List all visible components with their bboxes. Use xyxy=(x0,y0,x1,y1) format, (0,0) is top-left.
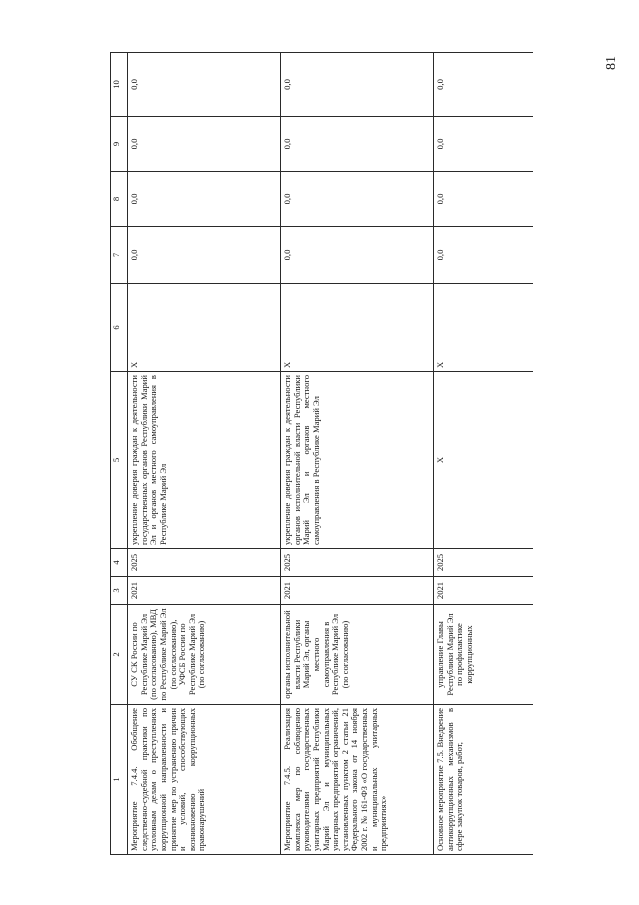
header-cell: 5 xyxy=(111,372,128,549)
rotated-table-page xyxy=(110,53,610,855)
start-year-cell: 2021 xyxy=(281,577,434,605)
col8-cell: 0,0 xyxy=(434,172,534,227)
header-cell: 3 xyxy=(111,577,128,605)
header-cell: 1 xyxy=(111,705,128,855)
col8-cell: 0,0 xyxy=(128,172,281,227)
result-cell: укрепление доверия граждан к деятельности государственных органов Республики Марий Эл и органов местного самоуправления в Республике Марий Эл xyxy=(128,372,281,549)
table-header-row xyxy=(111,53,128,855)
program-activities-table xyxy=(110,52,533,855)
header-cell: 6 xyxy=(111,284,128,372)
start-year-cell: 2021 xyxy=(128,577,281,605)
header-cell: 4 xyxy=(111,549,128,577)
result-cell: X xyxy=(434,372,534,549)
header-cell: 2 xyxy=(111,605,128,705)
result-cell: укрепление доверия граждан к деятельности органов исполнительной власти Республики Марий Эл и органов местного самоуправления в Республике Марий Эл xyxy=(281,372,434,549)
activity-cell: Основное мероприятие 7.5. Внедрение антикоррупционных механизмов в сфере закупок товаров, работ, xyxy=(434,705,534,855)
col8-cell: 0,0 xyxy=(281,172,434,227)
table-row xyxy=(434,53,534,855)
col9-cell: 0,0 xyxy=(281,117,434,172)
executor-cell: органы исполнительной власти Республики Марий Эл, органы местного самоуправления в Республике Марий Эл (по согласованию) xyxy=(281,605,434,705)
header-cell: 8 xyxy=(111,172,128,227)
table-row xyxy=(128,53,281,855)
col10-cell: 0,0 xyxy=(281,53,434,117)
col7-cell: 0,0 xyxy=(281,227,434,284)
end-year-cell: 2025 xyxy=(128,549,281,577)
end-year-cell: 2025 xyxy=(281,549,434,577)
header-cell: 9 xyxy=(111,117,128,172)
col9-cell: 0,0 xyxy=(128,117,281,172)
col6-cell: X xyxy=(281,284,434,372)
page-number: 81 xyxy=(604,56,619,70)
header-cell: 7 xyxy=(111,227,128,284)
activity-cell: Мероприятие 7.4.5. Реализация комплекса мер по соблюдению руководителями государственных унитарных предприятий Республики Марий Эл и муниципальных унитарных предприятий ограничений, установленных пунктом 2 статьи 21 Федерального закона от 14 ноября 2002 г. № 161-ФЗ «О государственных и муниципальных унитарных предприятиях» xyxy=(281,705,434,855)
col9-cell: 0,0 xyxy=(434,117,534,172)
col6-cell: X xyxy=(434,284,534,372)
col6-cell: X xyxy=(128,284,281,372)
col10-cell: 0,0 xyxy=(434,53,534,117)
table-row xyxy=(281,53,434,855)
start-year-cell: 2021 xyxy=(434,577,534,605)
executor-cell: управление Главы Республики Марий Эл по профилактике коррупционных xyxy=(434,605,534,705)
end-year-cell: 2025 xyxy=(434,549,534,577)
col7-cell: 0,0 xyxy=(128,227,281,284)
col10-cell: 0,0 xyxy=(128,53,281,117)
col7-cell: 0,0 xyxy=(434,227,534,284)
header-cell: 10 xyxy=(111,53,128,117)
executor-cell: СУ СК России по Республике Марий Эл (по согласованию), МВД по Республике Марий Эл (по согласованию), УФСБ России по Республике Марий Эл (по согласованию) xyxy=(128,605,281,705)
activity-cell: Мероприятие 7.4.4. Обобщение следственно-судебной практики по уголовным делам о преступлениях коррупционной направленности и принятие мер по устранению причин и условий, способствующих возникновению коррупционных правонарушений xyxy=(128,705,281,855)
